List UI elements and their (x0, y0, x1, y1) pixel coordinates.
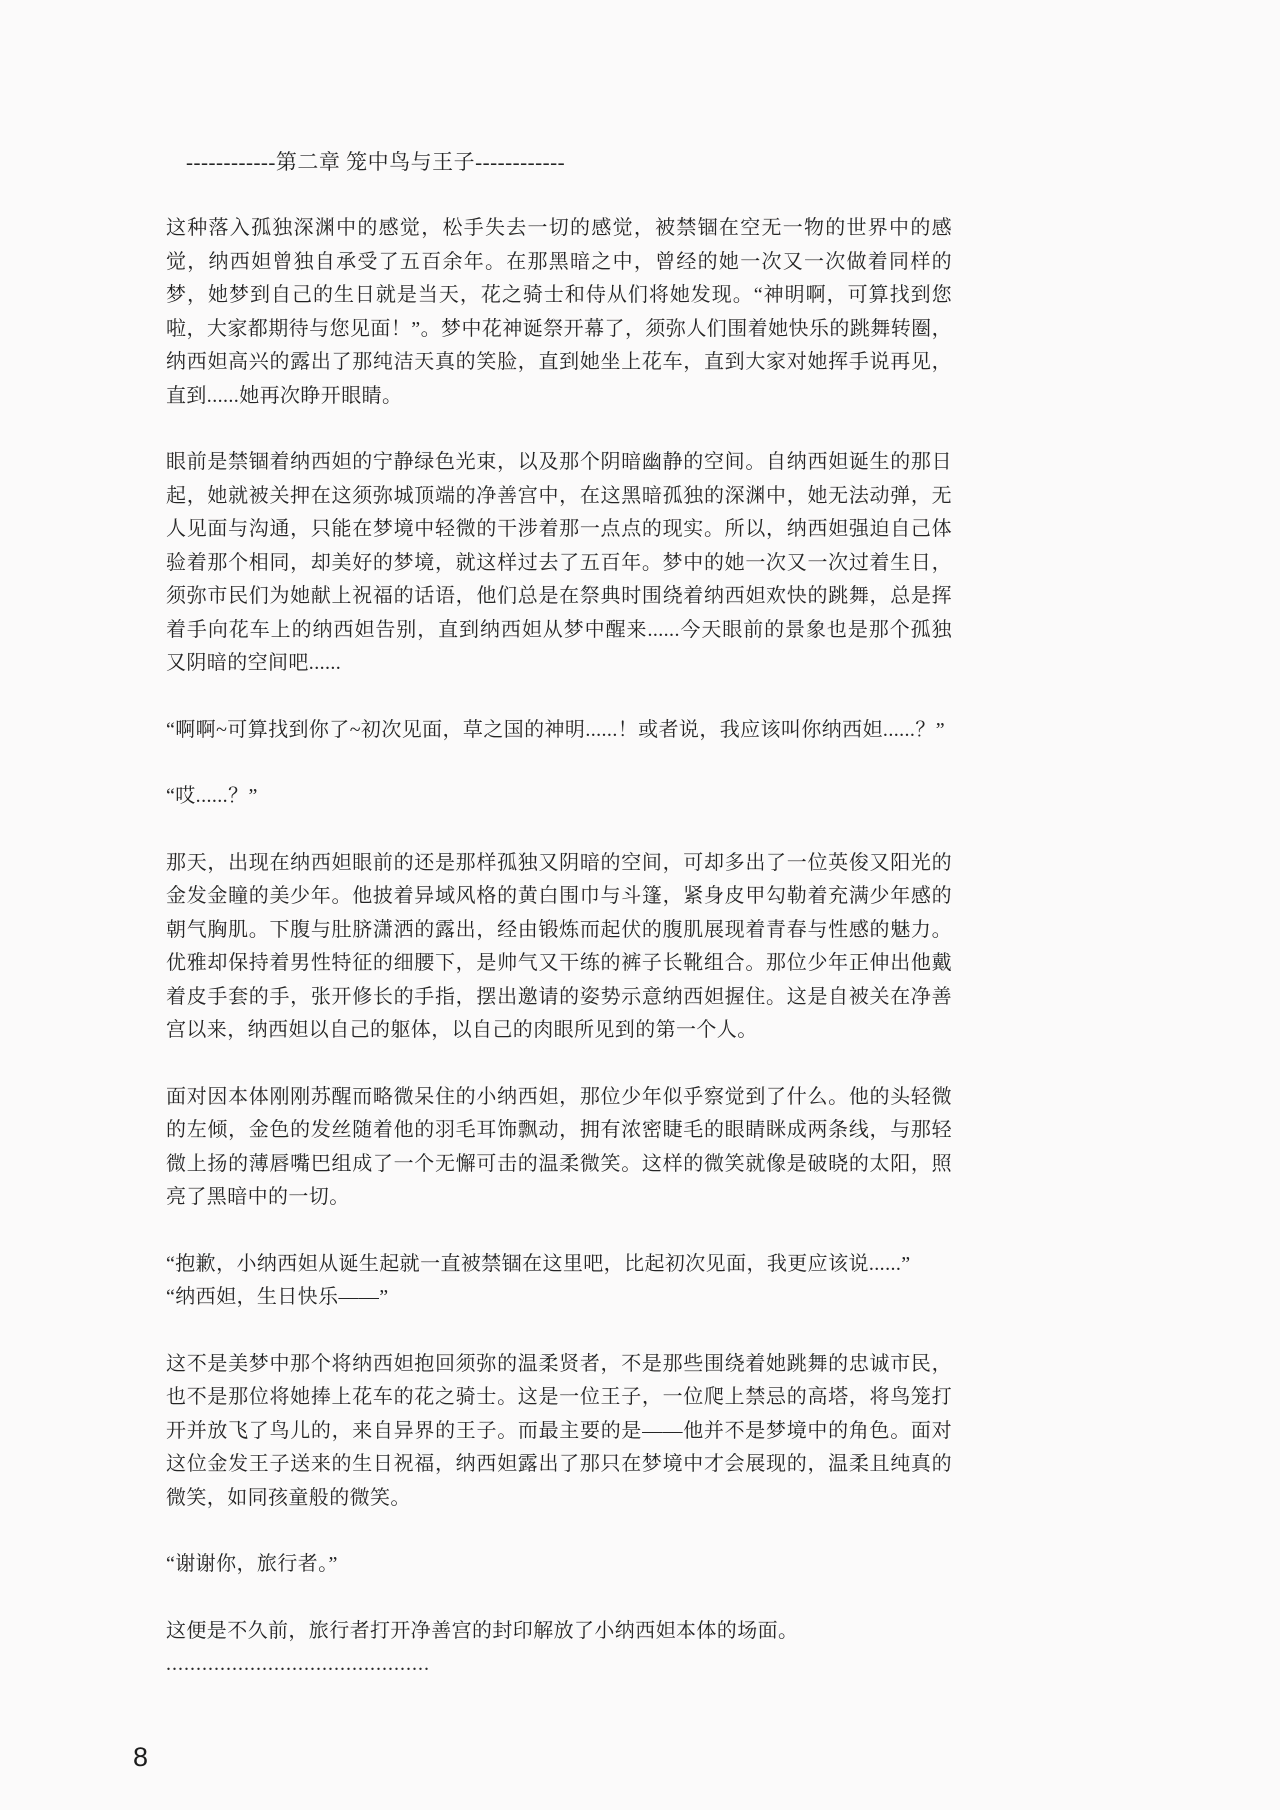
paragraph: 这种落入孤独深渊中的感觉，松手失去一切的感觉，被禁锢在空无一物的世界中的感觉，纳西妲曾独自承受了五百余年。在那黑暗之中，曾经的她一次又一次做着同样的梦，她梦到自己的生日就是当天，花之骑士和侍从们将她发现。“神明啊，可算找到您啦，大家都期待与您见面！”。梦中花神诞祭开幕了，须弥人们围着她快乐的跳舞转圈，纳西妲高兴的露出了那纯洁天真的笑脸，直到她坐上花车，直到大家对她挥手说再见，直到......她再次睁开眼睛。 (166, 217, 952, 407)
dialogue-line: “啊啊~可算找到你了~初次见面，草之国的神明......！或者说，我应该叫你纳西妲......？” (166, 718, 945, 741)
dots-divider: ............................................ (166, 1653, 430, 1675)
text-column (166, 146, 952, 1682)
paragraph: 这便是不久前，旅行者打开净善宫的封印解放了小纳西妲本体的场面。 (166, 1619, 799, 1642)
paragraph: 这不是美梦中那个将纳西妲抱回须弥的温柔贤者，不是那些围绕着她跳舞的忠诚市民，也不是那位将她捧上花车的花之骑士。这是一位王子，一位爬上禁忌的高塔，将鸟笼打开并放飞了鸟儿的，来自异界的王子。而最主要的是——他并不是梦境中的角色。面对这位金发王子送来的生日祝福，纳西妲露出了那只在梦境中才会展现的，温柔且纯真的微笑，如同孩童般的微笑。 (166, 1352, 952, 1509)
paragraph: 面对因本体刚刚苏醒而略微呆住的小纳西妲，那位少年似乎察觉到了什么。他的头轻微的左倾，金色的发丝随着他的羽毛耳饰飘动，拥有浓密睫毛的眼睛眯成两条线，与那轻微上扬的薄唇嘴巴组成了一个无懈可击的温柔微笑。这样的微笑就像是破晓的太阳，照亮了黑暗中的一切。 (166, 1085, 952, 1208)
dialogue-line: “抱歉，小纳西妲从诞生起就一直被禁锢在这里吧，比起初次见面，我更应该说......” (166, 1252, 911, 1275)
paragraph: 那天，出现在纳西妲眼前的还是那样孤独又阴暗的空间，可却多出了一位英俊又阳光的金发金瞳的美少年。他披着异域风格的黄白围巾与斗篷，紧身皮甲勾勒着充满少年感的朝气胸肌。下腹与肚脐潇洒的露出，经由锻炼而起伏的腹肌展现着青春与性感的魅力。优雅却保持着男性特征的细腰下，是帅气又干练的裤子长靴组合。那位少年正伸出他戴着皮手套的手，张开修长的手指，摆出邀请的姿势示意纳西妲握住。这是自被关在净善宫以来，纳西妲以自己的躯体，以自己的肉眼所见到的第一个人。 (166, 851, 952, 1041)
dialogue-line: “哎......？” (166, 785, 258, 807)
dialogue-line: “谢谢你，旅行者。” (166, 1553, 338, 1575)
page-number: 8 (133, 1742, 149, 1772)
dialogue-line: “纳西妲，生日快乐——” (166, 1286, 389, 1308)
chapter-title: ------------第二章 笼中鸟与王子------------ (186, 150, 566, 174)
paragraph: 眼前是禁锢着纳西妲的宁静绿色光束，以及那个阴暗幽静的空间。自纳西妲诞生的那日起，她就被关押在这须弥城顶端的净善宫中，在这黑暗孤独的深渊中，她无法动弹，无人见面与沟通，只能在梦境中轻微的干涉着那一点点的现实。所以，纳西妲强迫自己体验着那个相同，却美好的梦境，就这样过去了五百年。梦中的她一次又一次过着生日，须弥市民们为她献上祝福的话语，他们总是在祭典时围绕着纳西妲欢快的跳舞，总是挥着手向花车上的纳西妲告别，直到纳西妲从梦中醒来......今天眼前的景象也是那个孤独又阴暗的空间吧...... (166, 451, 952, 674)
